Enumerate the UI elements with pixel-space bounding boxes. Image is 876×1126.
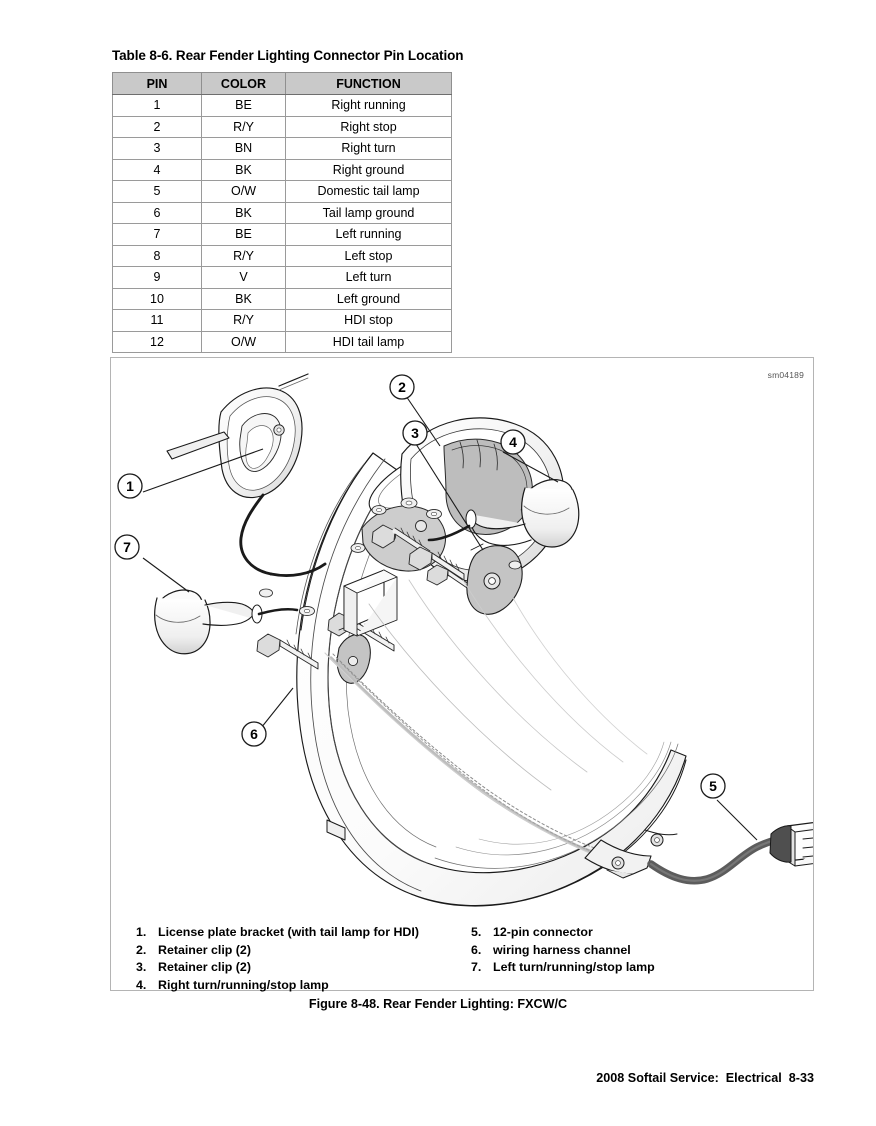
legend-column-left: [136, 924, 419, 994]
drawing-id-label: sm04189: [767, 370, 804, 380]
cell-color: BE: [202, 95, 286, 117]
legend-item-number: 4.: [136, 977, 147, 992]
cell-function: Right turn: [286, 138, 452, 160]
cell-function: HDI stop: [286, 310, 452, 332]
callout-7: [115, 535, 139, 559]
table-row: [113, 245, 452, 267]
cell-function: Right stop: [286, 116, 452, 138]
cell-function: Left running: [286, 224, 452, 246]
cell-color: R/Y: [202, 245, 286, 267]
callout-5: [701, 774, 725, 798]
page-footer: 2008 Softail Service: Electrical 8-33: [596, 1071, 814, 1085]
table-header-row: [113, 73, 452, 95]
legend-item-number: 3.: [136, 960, 147, 974]
cell-pin: 7: [113, 224, 202, 246]
table-row: [113, 95, 452, 117]
callout-number: 5: [709, 778, 717, 794]
legend-column-right: [471, 924, 655, 977]
table-row: [113, 138, 452, 160]
cell-color: BN: [202, 138, 286, 160]
cell-color: BK: [202, 159, 286, 181]
cell-function: Right ground: [286, 159, 452, 181]
figure-legend: [111, 924, 813, 990]
legend-item: [136, 959, 419, 977]
cell-color: BK: [202, 202, 286, 224]
rear-fender-lighting-illustration: [111, 358, 813, 918]
cell-function: HDI tail lamp: [286, 331, 452, 353]
table-row: [113, 159, 452, 181]
cell-pin: 8: [113, 245, 202, 267]
legend-item-label: 12-pin connector: [493, 925, 593, 939]
legend-item-number: 1.: [136, 925, 147, 939]
cell-function: Right running: [286, 95, 452, 117]
cell-color: O/W: [202, 181, 286, 203]
table-row: [113, 310, 452, 332]
callout-4: [501, 430, 525, 454]
column-header-function: FUNCTION: [286, 73, 452, 95]
legend-item: [136, 924, 419, 942]
cell-color: R/Y: [202, 116, 286, 138]
table-row: [113, 116, 452, 138]
legend-item-label: wiring harness channel: [493, 942, 631, 957]
cell-pin: 2: [113, 116, 202, 138]
legend-item: [471, 924, 655, 942]
legend-item-label: License plate bracket (with tail lamp for HDI): [158, 925, 419, 939]
legend-item-label: Left turn/running/stop lamp: [493, 960, 655, 974]
cell-pin: 6: [113, 202, 202, 224]
callout-1: [118, 474, 142, 498]
cell-function: Tail lamp ground: [286, 202, 452, 224]
legend-item: [136, 977, 419, 995]
cell-pin: 1: [113, 95, 202, 117]
cell-pin: 12: [113, 331, 202, 353]
callout-number: 3: [411, 425, 419, 441]
column-header-color: COLOR: [202, 73, 286, 95]
cell-color: O/W: [202, 331, 286, 353]
callout-number: 7: [123, 539, 131, 555]
cell-color: R/Y: [202, 310, 286, 332]
table-title: Table 8-6. Rear Fender Lighting Connector Pin Location: [112, 48, 464, 63]
legend-item-label: Retainer clip (2): [158, 942, 251, 957]
legend-item: [471, 959, 655, 977]
table-row: [113, 181, 452, 203]
cell-pin: 9: [113, 267, 202, 289]
table-row: [113, 288, 452, 310]
cell-pin: 5: [113, 181, 202, 203]
callout-number: 4: [509, 434, 517, 450]
callout-3: [403, 421, 427, 445]
callout-2: [390, 375, 414, 399]
callout-number: 6: [250, 726, 258, 742]
table-row: [113, 224, 452, 246]
callout-6: [242, 722, 266, 746]
cell-pin: 3: [113, 138, 202, 160]
legend-item-number: 2.: [136, 942, 147, 957]
legend-item-number: 5.: [471, 925, 482, 939]
cell-color: BK: [202, 288, 286, 310]
cell-pin: 11: [113, 310, 202, 332]
legend-item-label: Right turn/running/stop lamp: [158, 977, 329, 992]
cell-pin: 4: [113, 159, 202, 181]
table-row: [113, 202, 452, 224]
legend-item-number: 7.: [471, 960, 482, 974]
cell-function: Domestic tail lamp: [286, 181, 452, 203]
legend-item-label: Retainer clip (2): [158, 960, 251, 974]
callout-number: 2: [398, 379, 406, 395]
table-row: [113, 331, 452, 353]
figure-caption: Figure 8-48. Rear Fender Lighting: FXCW/C: [308, 997, 568, 1011]
table-row: [113, 267, 452, 289]
cell-function: Left stop: [286, 245, 452, 267]
cell-color: BE: [202, 224, 286, 246]
cell-function: Left ground: [286, 288, 452, 310]
legend-item: [471, 942, 655, 960]
callout-number: 1: [126, 478, 134, 494]
legend-item: [136, 942, 419, 960]
column-header-pin: PIN: [113, 73, 202, 95]
cell-color: V: [202, 267, 286, 289]
cell-pin: 10: [113, 288, 202, 310]
pin-location-table: [112, 72, 452, 353]
legend-item-number: 6.: [471, 942, 482, 957]
figure-container: [110, 357, 814, 991]
cell-function: Left turn: [286, 267, 452, 289]
